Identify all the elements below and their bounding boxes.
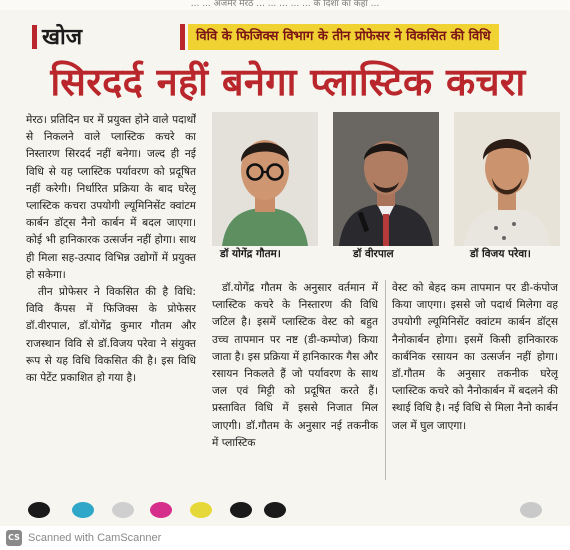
camscanner-logo-icon: CS [6,530,22,546]
article-column-left [26,112,196,490]
swatch-black [230,502,252,518]
swatch-magenta [150,502,172,518]
kicker-marker [180,24,185,50]
column-divider [385,280,386,480]
headline: सिरदर्द नहीं बनेगा प्लास्टिक कचरा [50,60,526,104]
swatch-gray [112,502,134,518]
photo-caption: डॉ विजय परेवा। [470,248,531,260]
paragraph-intro: मेरठ। प्रतिदिन घर में प्रयुक्त होने वाले पदार्थों से निकलने वाले प्लास्टिक कचरे का निस्तारण सिरदर्द नहीं बनेगा। जल्द ही नई विधि से यह प्लास्टिक पर्यावरण को प्रदूषित नहीं करेगी। निर्धारित प्रक्रिया के बाद घरेलू प्लास्टिक कचरा उपयोगी ल्यूमिनिसेंट क्वांटम कार्बन डॉट्स नैनो कार्बन में बदल जाएगा। कोई भी हानिकारक उत्सर्जन नहीं होगा। साथ ही मिला सह-उत्पाद विभिन्न उद्योगों में प्रयुक्त हो सकेगा। [26,114,196,281]
swatch-yellow [190,502,212,518]
article-column-middle: डॉ.योगेंद्र गौतम के अनुसार वर्तमान में प्लास्टिक कचरे के निस्तारण की विधि जटिल है। इसमें प्लास्टिक वेस्ट को बहुत उच्च तापमान पर नष्ट (डी-कम्पोज) किया जाता है। इस प्रक्रिया में हानिकारक गैस और रसायन निकलते हैं जो पर्यावरण के साथ जल एवं मिट्टी को प्रदूषित करते हैं। प्रस्तावित विधि में इससे निजात मिल जाएगी। डॉ.गौतम के अनुसार नई तकनीक में प्लास्टिक [212,282,378,449]
swatch-gray [520,502,542,518]
photo-caption: डॉ वीरपाल [353,248,394,260]
photo-vijay-pareva [454,112,560,246]
photo-caption: डॉ योगेंद्र गौतम। [220,248,281,260]
kicker-banner: विवि के फिजिक्स विभाग के तीन प्रोफेसर ने विकसित की विधि [188,24,499,50]
top-cropped-text: ... ... अजमेर मेरठ ... ... ... ... ... के दिशा का कहाँ ... [0,0,570,10]
scanner-footer [0,526,570,550]
section-label: खोज [42,24,83,50]
swatch-black [28,502,50,518]
swatch-black [264,502,286,518]
section-marker [32,25,37,49]
photo-yogendra-gautam [212,112,318,246]
paragraph-method: तीन प्रोफेसर ने विकसित की है विधि: विवि कैंपस में फिजिक्स के प्रोफेसर डॉ.वीरपाल, डॉ.योगेंद्र कुमार गौतम और राजस्थान विवि से डॉ.विजय परेवा ने संयुक्त रूप से यह विधि विकसित की है। इस विधि का पेटेंट प्रकाशित हो गया है। [26,286,196,385]
photo-veerpal [333,112,439,246]
article-header [32,20,552,54]
article-column-right: वेस्ट को बेहद कम तापमान पर डी-कंपोज किया जाएगा। इससे जो पदार्थ मिलेगा वह उपयोगी ल्यूमिनिसेंट क्वांटम कार्बन डॉट्स नैनोकार्बन होगा। इसमें किसी हानिकारक कार्बनिक रसायन का उत्सर्जन नहीं होगा। डॉ.गौतम के अनुसार तकनीक घरेलू प्लास्टिक कचरे को नैनोकार्बन में बदलने की स्थाई विधि है। नई विधि से मिला नैनो कार्बन जल में घुल जाएगा। [392,282,558,432]
color-registration-strip [20,498,560,522]
swatch-cyan [72,502,94,518]
photo-strip [212,112,560,262]
scanner-watermark: Scanned with CamScanner [28,532,162,544]
